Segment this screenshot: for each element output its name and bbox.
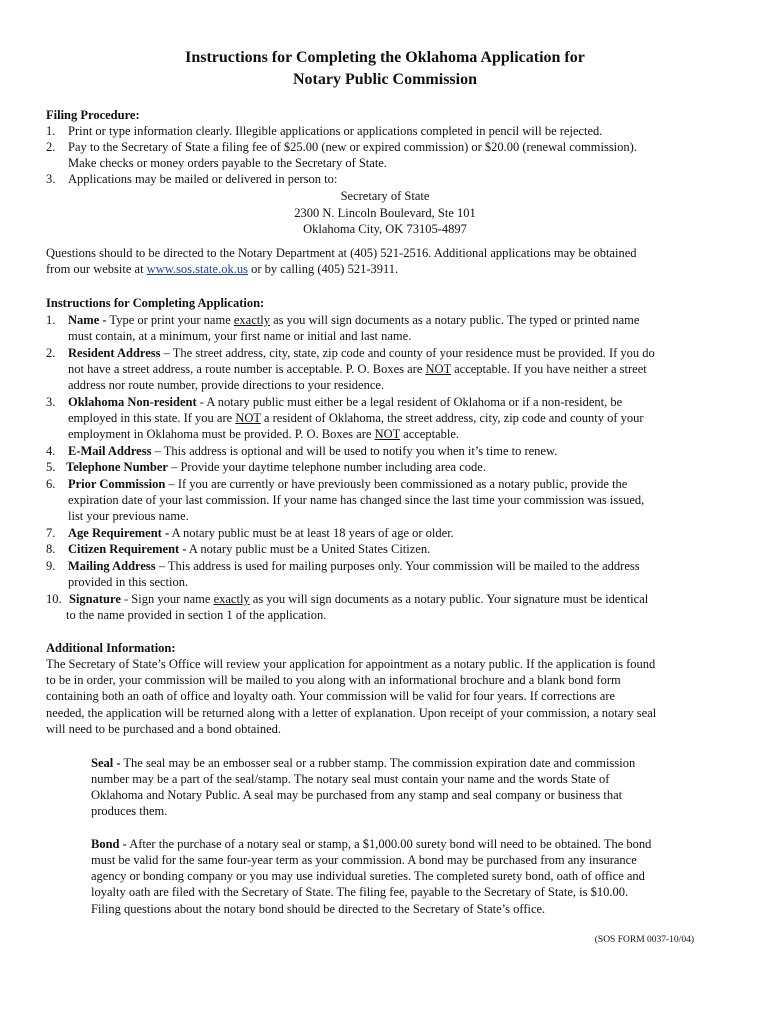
instruction-resident-address <box>68 345 655 361</box>
bond-text: Filing questions about the notary bond should be directed to the Secretary of State’s office. <box>91 902 546 916</box>
emphasis-text: NOT <box>374 427 401 441</box>
instruction-number: 5. <box>46 460 56 474</box>
additional-heading: Additional Information: <box>46 641 176 655</box>
filing-item-number: 1. <box>46 124 56 138</box>
instruction-text: not have a street address, a route number is acceptable. P. O. Boxes are <box>68 362 426 376</box>
questions-text: Questions should to be directed to the Notary Department at (405) 521-2516. Additional applications may be obtained <box>46 246 637 260</box>
instruction-text: A notary public must be at least 18 years of age or older. <box>169 526 454 540</box>
instruction-label: Telephone Number <box>66 460 168 474</box>
filing-item-text: Applications may be mailed or delivered in person to: <box>68 172 338 186</box>
instruction-text: to the name provided in section 1 of the application. <box>66 608 327 622</box>
bond-text: must be valid for the same four-year term as your commission. A bond may be purchased from any insurance <box>91 853 637 867</box>
emphasis-text: exactly <box>233 313 270 327</box>
seal-paragraph <box>91 755 635 771</box>
instruction-label: Oklahoma Non-resident <box>68 395 197 409</box>
instruction-text: – If you are currently or have previously been commissioned as a notary public, provide the <box>165 477 628 491</box>
instruction-number: 7. <box>46 526 56 540</box>
instruction-text: a resident of Oklahoma, the street address, city, zip code and county of your <box>260 411 644 425</box>
instruction-text: list your previous name. <box>68 509 189 523</box>
instruction-text: A notary public must be a United States Citizen. <box>186 542 431 556</box>
instruction-number: 9. <box>46 559 56 573</box>
instruction-text-line <box>68 361 647 377</box>
instruction-number: 8. <box>46 542 56 556</box>
instruction-text-line <box>68 426 459 442</box>
filing-heading: Filing Procedure: <box>46 108 140 122</box>
instruction-text: expiration date of your last commission. If your name has changed since the last time your commission was issued, <box>68 493 645 507</box>
instruction-text: as you will sign documents as a notary public. The typed or printed name <box>269 313 640 327</box>
additional-text: The Secretary of State’s Office will review your application for appointment as a notary public. If the application is found <box>46 657 656 671</box>
instruction-label: Age Requirement - <box>68 526 170 540</box>
instruction-label: E-Mail Address <box>68 444 152 458</box>
instruction-text: acceptable. <box>400 427 460 441</box>
mailing-address-line: 2300 N. Lincoln Boulevard, Ste 101 <box>294 206 476 220</box>
questions-text-part: from our website at <box>46 262 147 276</box>
instruction-number: 1. <box>46 313 56 327</box>
instruction-text: employed in this state. If you are <box>68 411 236 425</box>
instruction-number: 6. <box>46 477 56 491</box>
instruction-name <box>68 312 639 328</box>
bond-label: Bond - <box>91 837 127 851</box>
instruction-text: address nor route number, provide directions to your residence. <box>68 378 385 392</box>
instruction-text: provided in this section. <box>68 575 189 589</box>
instruction-label: Citizen Requirement - <box>68 542 187 556</box>
additional-text: will need to be purchased and a bond obtained. <box>46 722 281 736</box>
instruction-text: - Sign your name <box>120 592 214 606</box>
form-number: (SOS FORM 0037-10/04) <box>594 935 694 945</box>
instruction-text: employment in Oklahoma must be provided. P. O. Boxes are <box>68 427 375 441</box>
questions-text <box>46 261 398 277</box>
page-title-line-2: Notary Public Commission <box>293 71 477 88</box>
page-title-line-1: Instructions for Completing the Oklahoma Application for <box>185 49 585 66</box>
seal-text: produces them. <box>91 804 168 818</box>
instruction-text-line <box>68 410 644 426</box>
instruction-text: - A notary public must either be a legal resident of Oklahoma or if a non-resident, be <box>196 395 623 409</box>
instruction-telephone <box>66 459 486 475</box>
filing-item-number: 2. <box>46 140 56 154</box>
instruction-signature <box>69 591 648 607</box>
instruction-number: 10. <box>46 592 62 606</box>
website-link[interactable]: www.sos.state.ok.us <box>146 262 248 276</box>
instruction-citizen <box>68 541 430 557</box>
bond-text: After the purchase of a notary seal or stamp, a $1,000.00 surety bond will need to be obtained. The bond <box>126 837 652 851</box>
filing-item-text: Pay to the Secretary of State a filing fee of $25.00 (new or expired commission) or $20.00 (renewal commission). <box>68 140 637 154</box>
instruction-age <box>68 525 454 541</box>
emphasis-text: NOT <box>235 411 261 425</box>
instruction-label: Mailing Address <box>68 559 156 573</box>
questions-text-part: or by calling (405) 521-3911. <box>247 262 399 276</box>
additional-text: to be in order, your commission will be mailed to you along with an informational brochure and a blank bond form <box>46 673 621 687</box>
instruction-label: Resident Address <box>68 346 161 360</box>
instruction-text: acceptable. If you have neither a street <box>450 362 647 376</box>
instruction-non-resident <box>68 394 622 410</box>
instruction-text: Type or print your name <box>106 313 234 327</box>
instruction-number: 4. <box>46 444 56 458</box>
instruction-label: Name - <box>68 313 107 327</box>
filing-item-text: Make checks or money orders payable to the Secretary of State. <box>68 156 387 170</box>
emphasis-text: NOT <box>425 362 451 376</box>
instruction-number: 2. <box>46 346 56 360</box>
filing-item-number: 3. <box>46 172 56 186</box>
instruction-prior-commission <box>68 476 627 492</box>
instructions-heading: Instructions for Completing Application: <box>46 296 265 310</box>
instruction-number: 3. <box>46 395 56 409</box>
bond-text: agency or bonding company or you may use individual sureties. The completed surety bond, oath of office and <box>91 869 645 883</box>
instruction-text: – This address is used for mailing purposes only. Your commission will be mailed to the address <box>155 559 640 573</box>
seal-text: The seal may be an embosser seal or a rubber stamp. The commission expiration date and commission <box>120 756 636 770</box>
instruction-text: – Provide your daytime telephone number including area code. <box>167 460 486 474</box>
seal-label: Seal - <box>91 756 121 770</box>
instruction-label: Prior Commission <box>68 477 166 491</box>
instruction-mailing-address <box>68 558 640 574</box>
instruction-text: – This address is optional and will be used to notify you when it’s time to renew. <box>151 444 558 458</box>
seal-text: Oklahoma and Notary Public. A seal may be purchased from any stamp and seal company or business that <box>91 788 623 802</box>
mailing-address-line: Oklahoma City, OK 73105-4897 <box>303 222 467 236</box>
instruction-text: – The street address, city, state, zip code and county of your residence must be provided. If you do <box>160 346 655 360</box>
filing-item-text: Print or type information clearly. Illegible applications or applications completed in pencil will be rejected. <box>68 124 603 138</box>
mailing-address-line: Secretary of State <box>340 189 430 203</box>
additional-text: needed, the application will be returned along with a letter of explanation. Upon receipt of your commission, a notary seal <box>46 706 657 720</box>
instruction-text: must contain, at a minimum, your first name or initial and last name. <box>68 329 412 343</box>
instruction-email <box>68 443 557 459</box>
seal-text: number may be a part of the seal/stamp. The notary seal must contain your name and the words State of <box>91 772 610 786</box>
bond-text: loyalty oath are filed with the Secretary of State. The filing fee, payable to the Secretary of State, is $10.00. <box>91 885 629 899</box>
additional-text: containing both an oath of office and loyalty oath. Your commission will be valid for four years. If corrections are <box>46 689 616 703</box>
bond-paragraph <box>91 836 651 852</box>
instruction-label: Signature <box>69 592 121 606</box>
instruction-text: as you will sign documents as a notary public. Your signature must be identical <box>249 592 649 606</box>
emphasis-text: exactly <box>213 592 250 606</box>
